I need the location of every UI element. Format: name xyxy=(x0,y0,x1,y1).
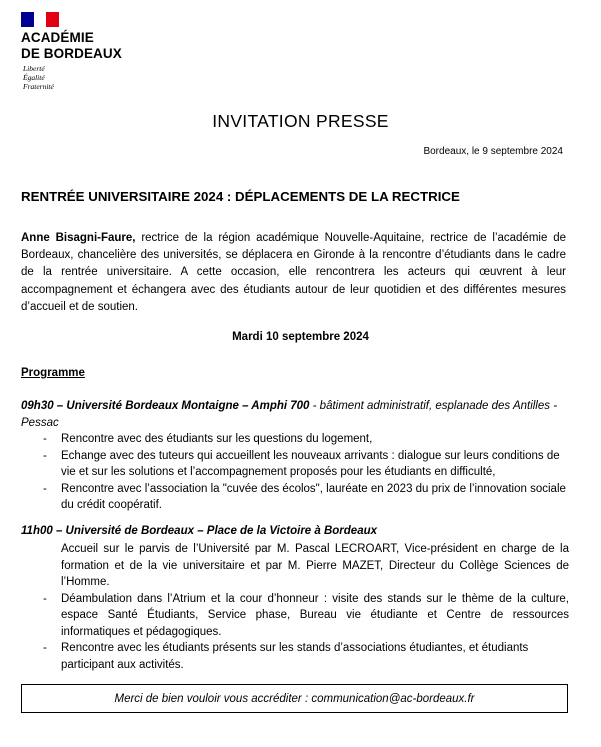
document-date: Bordeaux, le 9 septembre 2024 xyxy=(423,146,563,157)
list-item: - Rencontre avec les étudiants présents sur les stands d’associations étudiantes, et étudiants participant aux activités. xyxy=(21,640,569,673)
logo-line-1: ACADÉMIE xyxy=(21,30,94,45)
slot2-title: 11h00 – Université de Bordeaux – Place de la Victoire à Bordeaux xyxy=(21,525,378,537)
french-flag-logo xyxy=(21,12,59,27)
motto-egalite: Égalité xyxy=(23,73,45,82)
list-item: Accueil sur le parvis de l’Université par M. Pascal LECROART, Vice-président en charge de la formation et de la vie universitaire et par M. Pierre MAZET, Directeur du Collège Sciences de l’Homme. xyxy=(61,543,569,588)
logo-line-2: DE BORDEAUX xyxy=(21,46,122,61)
motto-fraternite: Fraternité xyxy=(23,82,54,91)
intro-text: rectrice de la région académique Nouvelle-Aquitaine, rectrice de l’académie de Bordeaux, chancelière des universités, se déplacera en Gironde à la rencontre d’étudiants dans le cadre de la rentrée universitaire. A cette occasion, elle rencontrera les acteurs qui œuvrent à leur accompagnement et échangera avec des étudiants autour de leur quotidien et des différentes mesures d’accueil et de soutien. xyxy=(21,232,567,313)
programme-label: Programme xyxy=(21,367,85,379)
list-item: - Echange avec des tuteurs qui accueillent les nouveaux arrivants : dialogue sur leurs conditions de vie et sur les solutions et l’accompagnement proposés pour les étudiants en difficulté, xyxy=(21,448,569,481)
accreditation-box xyxy=(21,684,568,713)
list-item: - Rencontre avec l’association la "cuvée des écolos", lauréate en 2023 du prix de l’innovation sociale du crédit coopératif. xyxy=(21,481,569,514)
motto-liberte: Liberté xyxy=(23,64,45,73)
document-title: INVITATION PRESSE xyxy=(212,111,389,131)
slot1-title xyxy=(21,398,569,432)
accreditation-text: Merci de bien vouloir vous accréditer : communication@ac-bordeaux.fr xyxy=(114,692,475,705)
event-day: Mardi 10 septembre 2024 xyxy=(232,331,369,343)
academy-logo-text xyxy=(21,30,221,62)
headline: RENTRÉE UNIVERSITAIRE 2024 : DÉPLACEMENTS DE LA RECTRICE xyxy=(21,189,460,204)
slot1-heading: 09h30 – Université Bordeaux Montaigne – Amphi 700 xyxy=(21,400,310,412)
list-item: - Déambulation dans l’Atrium et la cour d’honneur : visite des stands sur le thème de la culture, espace Santé Étudiants, Service phase, Bureau vie étudiante et Centre de ressources informatiques et pédagogiques. xyxy=(21,591,569,641)
slot1-location: - bâtiment administratif, esplanade des Antilles - Pessac xyxy=(21,400,558,429)
list-item: - Rencontre avec des étudiants sur les questions du logement, xyxy=(21,431,569,448)
rector-name: Anne Bisagni-Faure, xyxy=(21,232,136,244)
slot1-list xyxy=(21,431,569,514)
republic-motto xyxy=(23,64,54,91)
slot2-list xyxy=(21,541,569,673)
intro-paragraph xyxy=(21,230,566,316)
